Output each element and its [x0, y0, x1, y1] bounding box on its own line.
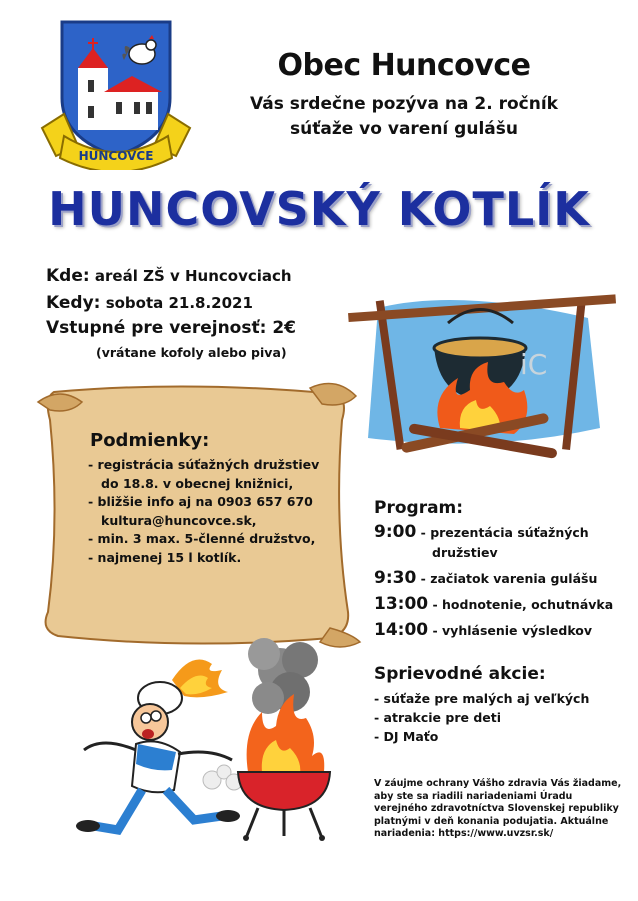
program-row [374, 522, 634, 542]
conditions-item: - najmenej 15 l kotlík. [88, 549, 242, 565]
running-chef-illustration [62, 640, 252, 840]
when-label: Kedy: [46, 293, 101, 313]
side-events-item: - súťaže pre malých aj veľkých [374, 691, 590, 706]
conditions-title: Podmienky: [90, 430, 210, 451]
conditions-item: - min. 3 max. 5-členné družstvo, [88, 531, 316, 546]
fee-note: (vrátane kofoly alebo piva) [96, 345, 287, 360]
event-title: HUNCOVSKÝ KOTLÍK [48, 182, 590, 236]
health-notice: V záujme ochrany Vášho zdravia Vás žiadame, aby ste sa riadili nariadeniami Úradu verejného zdravotníctva Slovenskej republiky platnými v deň konania podujatia. Aktuálne nariadenia: https://www.uvzsr.sk/ [374, 778, 622, 839]
where-value: areál ZŠ v Huncovciach [94, 267, 292, 285]
side-events-item: - DJ Maťo [374, 729, 439, 744]
program-time: 13:00 [374, 594, 429, 614]
program-row [374, 568, 634, 588]
where-line [46, 266, 292, 286]
conditions-list [88, 456, 338, 567]
program-text: - hodnotenie, ochutnávka [432, 597, 614, 612]
program-time: 9:30 [374, 568, 417, 588]
side-events-list [374, 689, 589, 746]
fee-line: Vstupné pre verejnosť: 2€ [46, 318, 296, 338]
program-row [374, 594, 634, 614]
invite-line-1: Vás srdečne pozýva na 2. ročník [250, 94, 558, 114]
watermark-text: iC [520, 348, 548, 381]
program-text: - začiatok varenia gulášu [420, 571, 598, 586]
conditions-item: - bližšie info aj na 0903 657 670 [88, 494, 313, 509]
conditions-item: kultura@huncovce.sk, [88, 512, 257, 528]
grill-fire-illustration [228, 632, 340, 842]
invite-line-2: súťaže vo varení gulášu [290, 119, 518, 139]
cooking-pot-illustration [338, 278, 618, 468]
program-time: 9:00 [374, 522, 417, 542]
side-events-item: - atrakcie pre deti [374, 710, 502, 725]
program-row [374, 620, 634, 640]
invite-text [222, 92, 586, 142]
when-line [46, 293, 253, 313]
program-title: Program: [374, 498, 464, 518]
org-name: Obec Huncovce [277, 48, 531, 83]
program-text: - prezentácia súťažných [420, 525, 589, 540]
conditions-item: - registrácia súťažných družstiev [88, 457, 320, 472]
program-row-continuation: družstiev [432, 545, 498, 560]
program-text: - vyhlásenie výsledkov [432, 623, 593, 638]
coat-of-arms [38, 18, 194, 170]
side-events-title: Sprievodné akcie: [374, 664, 546, 684]
where-label: Kde: [46, 266, 90, 286]
coat-label: HUNCOVCE [78, 149, 154, 163]
program-time: 14:00 [374, 620, 429, 640]
when-value: sobota 21.8.2021 [105, 294, 253, 312]
conditions-item: do 18.8. v obecnej knižnici, [88, 475, 294, 491]
